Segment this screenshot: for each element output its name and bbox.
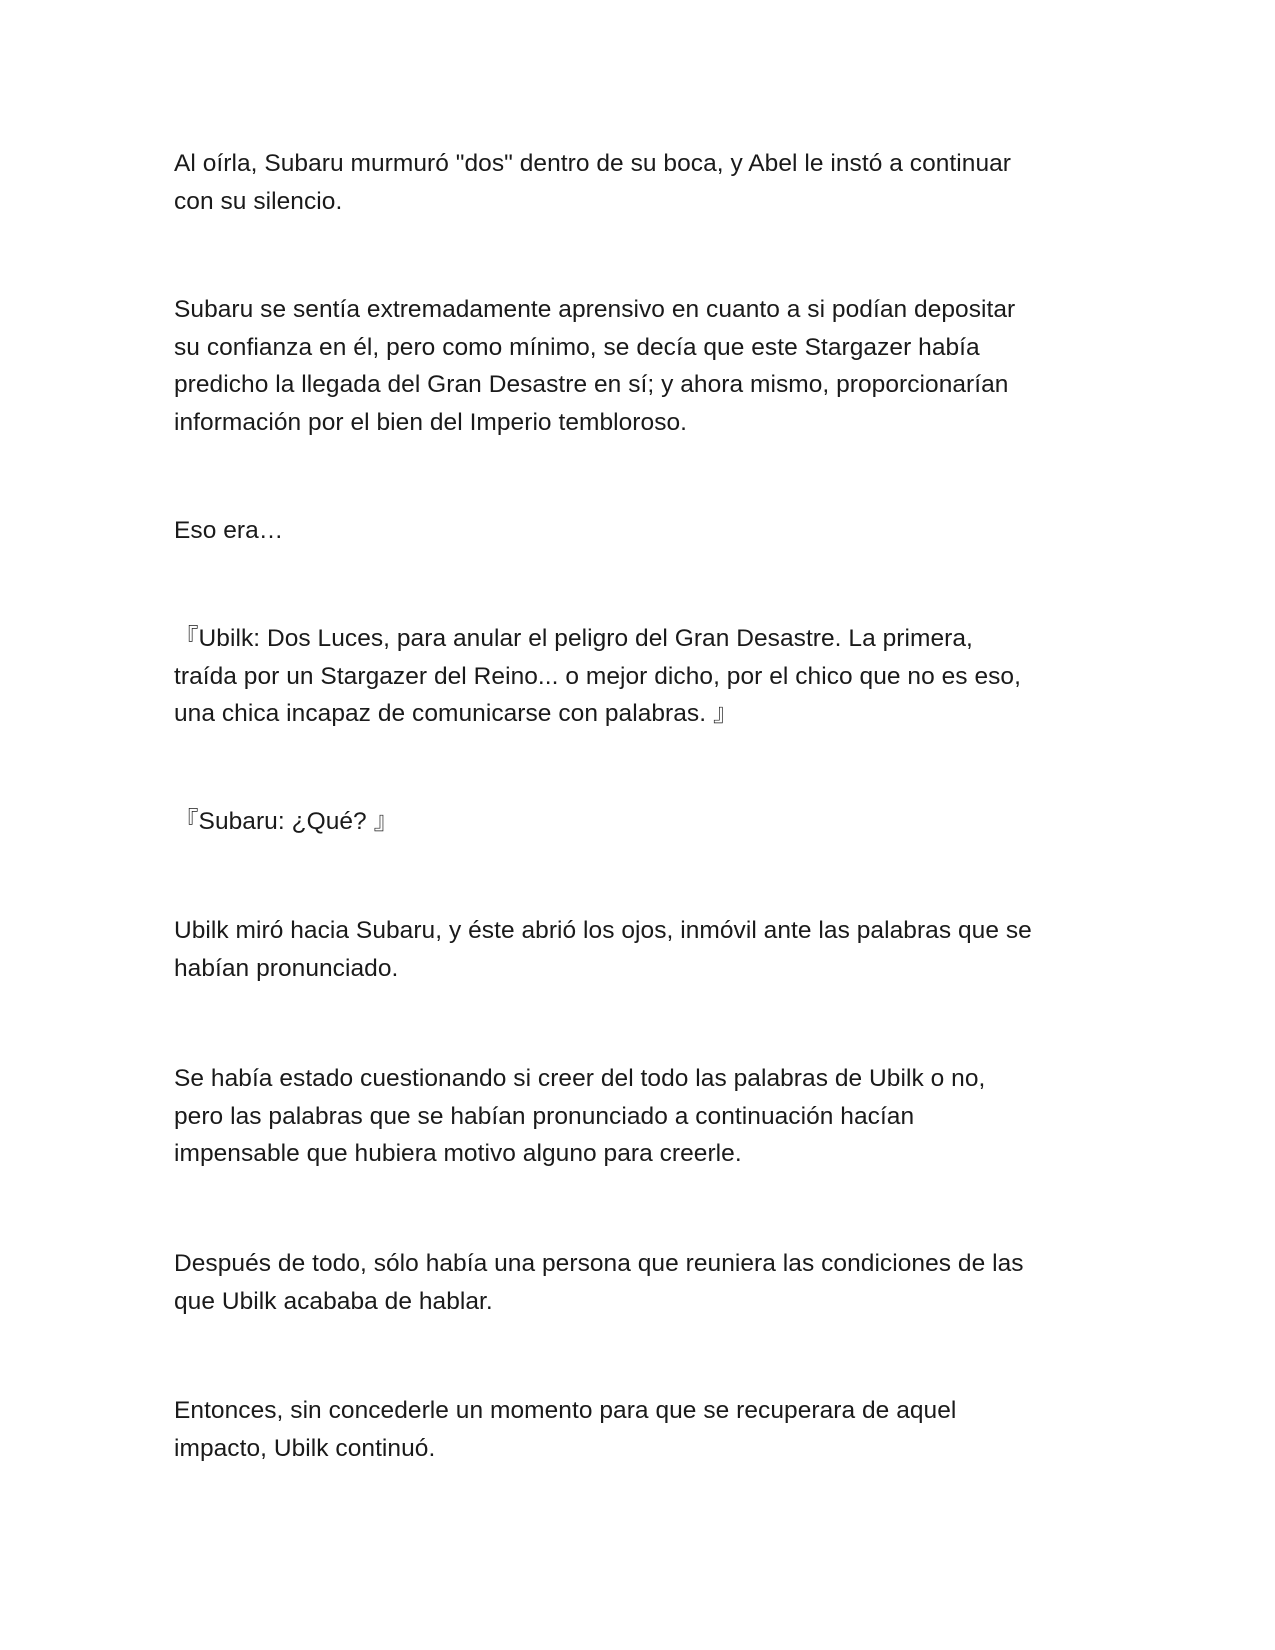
paragraph-line: impensable que hubiera motivo alguno para creerle. — [174, 1140, 742, 1167]
paragraph-line: Eso era… — [174, 517, 284, 544]
paragraph-line: 『Subaru: ¿Qué? 』 — [174, 808, 399, 835]
paragraph-line: traída por un Stargazer del Reino... o mejor dicho, por el chico que no es eso, — [174, 662, 1021, 690]
dialogue-ubilk — [174, 620, 1094, 733]
dialogue-subaru — [174, 803, 1094, 841]
paragraph-line: Subaru se sentía extremadamente aprensivo en cuanto a si podían depositar — [174, 296, 1016, 323]
paragraph-line: que Ubilk acababa de hablar. — [174, 1287, 493, 1315]
paragraph-line: pero las palabras que se habían pronunciado a continuación hacían — [174, 1102, 915, 1130]
paragraph-2 — [174, 291, 1094, 441]
paragraph-line: con su silencio. — [174, 187, 343, 215]
paragraph-line: Se había estado cuestionando si creer del todo las palabras de Ubilk o no, — [174, 1065, 986, 1092]
paragraph-line: impacto, Ubilk continuó. — [174, 1434, 436, 1462]
paragraph-7 — [174, 1060, 1094, 1173]
paragraph-3 — [174, 512, 1094, 550]
paragraph-line: habían pronunciado. — [174, 954, 399, 982]
paragraph-line: Al oírla, Subaru murmuró "dos" dentro de su boca, y Abel le instó a continuar — [174, 150, 1012, 177]
paragraph-9 — [174, 1392, 1094, 1467]
paragraph-line: información por el bien del Imperio tembloroso. — [174, 408, 688, 436]
paragraph-line: su confianza en él, pero como mínimo, se decía que este Stargazer había — [174, 333, 980, 361]
paragraph-line: Después de todo, sólo había una persona que reuniera las condiciones de las — [174, 1250, 1024, 1277]
paragraph-1 — [174, 145, 1094, 220]
paragraph-line: Ubilk miró hacia Subaru, y éste abrió los ojos, inmóvil ante las palabras que se — [174, 917, 1032, 944]
paragraph-line: 『Ubilk: Dos Luces, para anular el peligro del Gran Desastre. La primera, — [174, 625, 973, 652]
paragraph-line: Entonces, sin concederle un momento para que se recuperara de aquel — [174, 1397, 957, 1424]
paragraph-8 — [174, 1245, 1094, 1320]
paragraph-6 — [174, 912, 1094, 987]
paragraph-line: predicho la llegada del Gran Desastre en sí; y ahora mismo, proporcionarían — [174, 371, 1009, 398]
paragraph-line: una chica incapaz de comunicarse con palabras. 』 — [174, 700, 738, 727]
